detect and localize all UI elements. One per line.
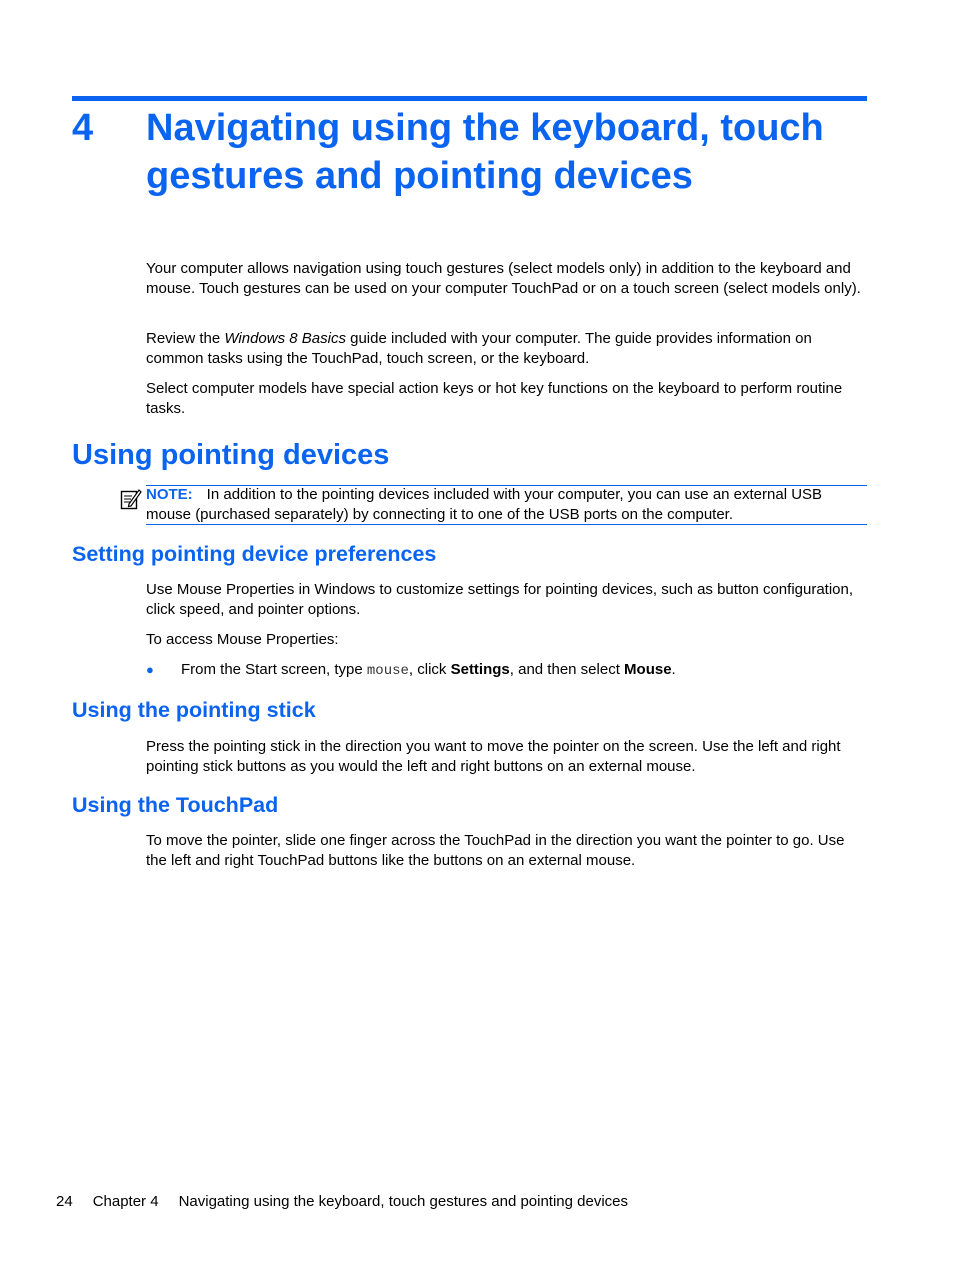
chapter-title: Navigating using the keyboard, touch gestures and pointing devices (146, 107, 824, 197)
bullet-icon: ● (146, 662, 154, 677)
intro-p2-text: Review the (146, 330, 225, 347)
bullet-item (181, 660, 867, 682)
bullet-text-part: , and then select (509, 661, 625, 678)
code-mouse: mouse (366, 663, 409, 679)
section-heading-pointing-stick: Using the pointing stick (72, 698, 316, 722)
intro-paragraph-1: Your computer allows navigation using touch gestures (select models only) in addition to the keyboard and mouse. Touch gestures can be used on your computer TouchPad or on a touch screen (select models only). (146, 260, 861, 297)
footer-chapter-title: Navigating using the keyboard, touch gestures and pointing devices (178, 1193, 629, 1210)
section-heading-touchpad: Using the TouchPad (72, 793, 279, 817)
section-heading-pointing-devices: Using pointing devices (72, 439, 390, 471)
intro-paragraph-2 (146, 329, 868, 368)
mouse-label: Mouse (624, 661, 672, 678)
bullet-text-part: From the Start screen, type (181, 661, 367, 678)
note-pencil-icon (120, 487, 142, 511)
page-number: 24 (56, 1193, 73, 1210)
intro-paragraph-3: Select computer models have special action keys or hot key functions on the keyboard to perform routine tasks. (146, 380, 843, 417)
bullet-text-part: . (671, 661, 676, 678)
section-heading-preferences: Setting pointing device preferences (72, 542, 437, 566)
note-body: In addition to the pointing devices included with your computer, you can use an external USB mouse (purchased separately) by connecting it to one of the USB ports on the computer. (146, 486, 823, 523)
page-footer (56, 1192, 628, 1212)
intro-p2-text-continued: guide included with your computer. The guide provides information on common tasks using the TouchPad, touch screen, or the keyboard. (146, 330, 812, 367)
note-text (146, 485, 868, 524)
chapter-top-rule (72, 96, 867, 101)
windows-basics-guide-title: Windows 8 Basics (224, 330, 346, 347)
footer-chapter-label: Chapter 4 (92, 1193, 159, 1210)
pointing-stick-paragraph: Press the pointing stick in the direction you want to move the pointer on the screen. Use the left and right pointing stick buttons as you would the left and right buttons on an external mouse. (146, 738, 841, 775)
chapter-number: 4 (72, 107, 94, 149)
preferences-paragraph-2: To access Mouse Properties: (146, 631, 339, 648)
touchpad-paragraph: To move the pointer, slide one finger across the TouchPad in the direction you want the pointer to go. Use the left and right TouchPad buttons like the buttons on an external mouse. (146, 832, 845, 869)
preferences-paragraph-1: Use Mouse Properties in Windows to customize settings for pointing devices, such as button configuration, click speed, and pointer options. (146, 581, 854, 618)
bullet-text-part: , click (408, 661, 451, 678)
note-label: NOTE: (146, 486, 193, 503)
settings-label: Settings (450, 661, 510, 678)
